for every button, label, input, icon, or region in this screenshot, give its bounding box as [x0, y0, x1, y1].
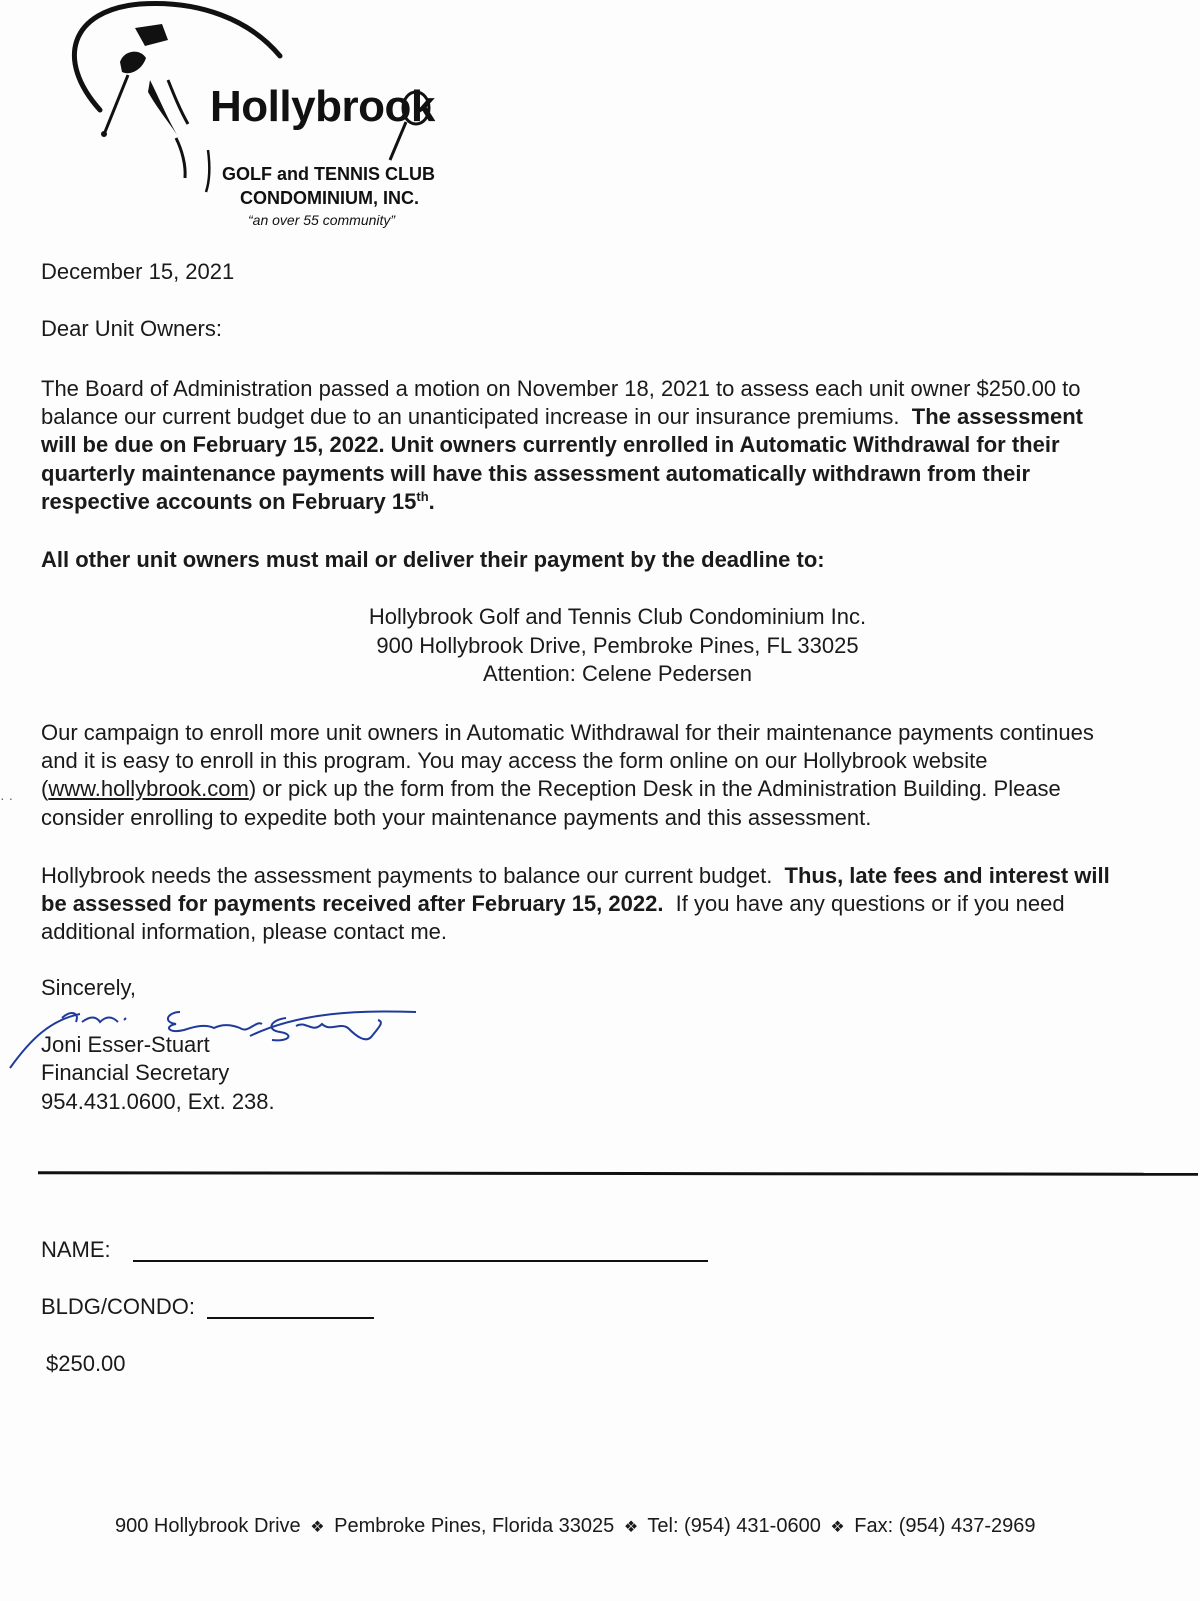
name-field[interactable]	[133, 1260, 708, 1262]
paragraph-line	[41, 775, 1061, 803]
name-label: NAME:	[41, 1237, 111, 1262]
signer-title: Financial Secretary	[41, 1060, 230, 1085]
footer-city: Pembroke Pines, Florida 33025	[334, 1515, 615, 1537]
text-segment: If you have any questions or if you need	[663, 891, 1065, 916]
address-line-1: Hollybrook Golf and Tennis Club Condominium Inc.	[368, 604, 867, 629]
signer-name: Joni Esser-Stuart	[41, 1032, 210, 1057]
footer-tel: Tel: (954) 431-0600	[647, 1515, 821, 1537]
paragraph-payment-instructions: All other unit owners must mail or deliver their payment by the deadline to:	[41, 547, 825, 572]
paragraph-line: and it is easy to enroll in this program. You may access the form online on our Hollybrook website	[41, 748, 988, 773]
paragraph-line	[41, 488, 435, 516]
letterhead-footer	[115, 1515, 1036, 1538]
paragraph-line	[41, 890, 1065, 918]
scan-artifact-dots: · ·	[0, 790, 14, 806]
tear-off-divider	[38, 1171, 1198, 1176]
amount-due: $250.00	[46, 1351, 126, 1376]
brand-subtitle-2: CONDOMINIUM, INC.	[240, 188, 419, 208]
bold-segment: Thus, late fees and interest will	[784, 863, 1110, 888]
bldg-condo-field[interactable]	[207, 1317, 374, 1319]
bldg-condo-label: BLDG/CONDO:	[41, 1294, 196, 1319]
superscript: th	[416, 489, 429, 504]
address-line-2: 900 Hollybrook Drive, Pembroke Pines, FL 33025	[376, 633, 859, 658]
diamond-separator-icon: ❖	[830, 1519, 845, 1536]
brand-subtitle-1: GOLF and TENNIS CLUB	[222, 164, 435, 184]
paragraph-line: quarterly maintenance payments will have this assessment automatically withdrawn from their	[41, 461, 1031, 486]
signer-phone: 954.431.0600, Ext. 238.	[41, 1089, 275, 1114]
diamond-separator-icon: ❖	[623, 1519, 639, 1536]
paragraph-line: will be due on February 15, 2022. Unit owners currently enrolled in Automatic Withdrawal for their	[41, 432, 1060, 457]
paragraph-line: Our campaign to enroll more unit owners in Automatic Withdrawal for their maintenance payments continues	[41, 720, 1094, 745]
bold-segment: The assessment	[911, 404, 1083, 429]
website-link[interactable]: www.hollybrook.com	[48, 776, 249, 801]
footer-address: 900 Hollybrook Drive	[115, 1515, 301, 1537]
brand-wordmark: Hollybrook	[210, 82, 435, 131]
text-segment: respective accounts on February 15	[41, 489, 417, 514]
bold-segment: be assessed for payments received after February 15, 2022.	[41, 891, 664, 916]
text-segment: balance our current budget due to an unanticipated increase in our insurance premiums.	[41, 404, 900, 429]
footer-fax: Fax: (954) 437-2969	[854, 1515, 1036, 1537]
text-segment: ) or pick up the form from the Reception Desk in the Administration Building. Please	[248, 776, 1061, 801]
diamond-separator-icon: ❖	[310, 1519, 325, 1536]
salutation: Dear Unit Owners:	[41, 316, 222, 341]
closing: Sincerely,	[41, 975, 136, 1000]
paragraph-line: additional information, please contact me.	[41, 919, 448, 944]
address-line-3: Attention: Celene Pedersen	[482, 661, 753, 686]
text-segment: Hollybrook needs the assessment payments to balance our current budget.	[41, 863, 785, 888]
brand-tagline: “an over 55 community”	[248, 212, 396, 228]
letter-date: December 15, 2021	[41, 259, 235, 284]
paragraph-line: The Board of Administration passed a motion on November 18, 2021 to assess each unit owner $250.00 to	[41, 376, 1081, 401]
end-punct: .	[428, 489, 435, 514]
paragraph-line	[41, 403, 1083, 431]
paragraph-line: consider enrolling to expedite both your maintenance payments and this assessment.	[41, 805, 872, 830]
paragraph-line	[41, 862, 1110, 890]
text-segment: (	[41, 776, 49, 801]
